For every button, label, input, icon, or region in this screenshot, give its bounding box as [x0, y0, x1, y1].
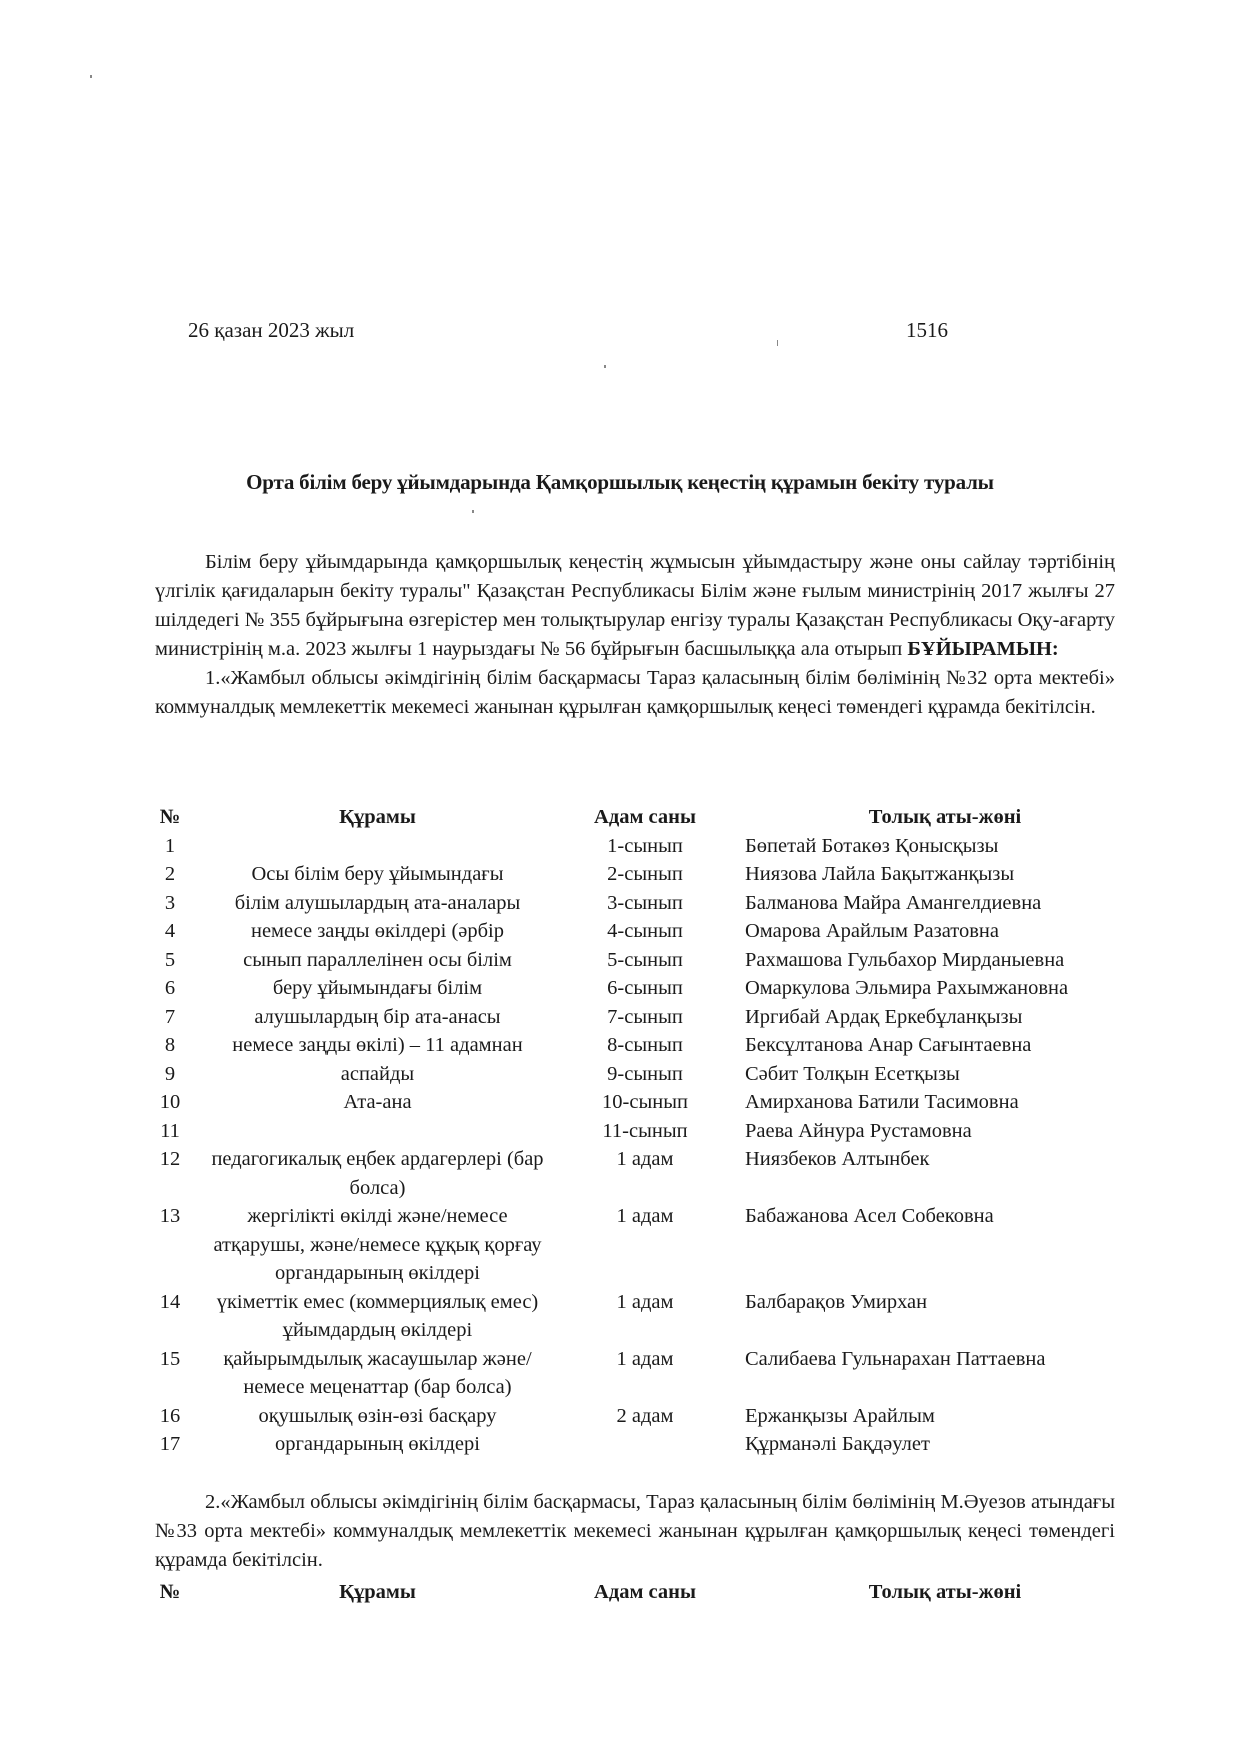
table-header-row — [140, 1578, 1145, 1607]
row-composition: қайырымдылық жасаушылар және/немесе меценаттар (бар болса) — [223, 1347, 532, 1398]
table-row — [140, 1345, 1145, 1402]
section2-text: 2.«Жамбыл облысы әкімдігінің білім басқармасы, Тараз қаласының білім бөлімінің М.Әуезов атындағы №33 орта мектебі» коммуналдық мемлекеттік мекемесі жанынан құрылған қамқоршылық кеңесі төмендегі құрамда бекітілсін. — [155, 1491, 1115, 1571]
row-count: 2 адам — [616, 1404, 674, 1427]
table-row — [140, 1060, 1145, 1089]
table-row — [140, 1430, 1145, 1459]
header-full-name: Толық аты-жөні — [868, 1581, 1022, 1603]
row-composition: органдарының өкілдері — [275, 1433, 480, 1455]
scan-speck — [604, 365, 606, 368]
row-name: Омарова Арайлым Разатовна — [745, 920, 999, 942]
scan-speck — [472, 510, 474, 513]
row-composition — [200, 1117, 555, 1146]
table-row — [140, 1003, 1145, 1032]
order-keyword: БҰЙЫРАМЫН: — [907, 638, 1059, 660]
row-num: 15 — [159, 1347, 181, 1370]
table-row — [140, 1088, 1145, 1117]
table-row — [140, 1402, 1145, 1431]
row-count: 2-сынып — [607, 863, 683, 885]
row-num: 8 — [164, 1034, 176, 1056]
row-name: Бексұлтанова Анар Сағынтаевна — [745, 1034, 1032, 1056]
row-composition: педагогикалық еңбек ардагерлері (бар болса) — [211, 1148, 544, 1199]
scan-speck — [90, 75, 92, 78]
row-name: Бөпетай Ботакөз Қонысқызы — [745, 834, 999, 857]
row-name: Ниязова Лайла Бақытжанқызы — [745, 863, 1015, 885]
row-num: 13 — [159, 1205, 181, 1227]
row-composition: немесе заңды өкілдері (әрбір — [250, 920, 504, 942]
row-composition: сынып параллелінен осы білім — [243, 948, 512, 971]
row-name: Рахмашова Гульбахор Мирданыевна — [745, 948, 1065, 971]
row-num: 10 — [159, 1091, 181, 1113]
section2 — [155, 1488, 1115, 1575]
council-table-2-header — [140, 1578, 1145, 1607]
row-name: Балманова Майра Амангелдиевна — [745, 891, 1042, 914]
row-num: 5 — [164, 948, 176, 971]
table-row — [140, 917, 1145, 946]
row-num: 6 — [164, 977, 176, 999]
row-composition: білім алушылардың ата-аналары — [234, 891, 521, 914]
header-composition: Құрамы — [339, 806, 416, 828]
row-name: Амирханова Батили Тасимовна — [745, 1091, 1019, 1113]
row-name: Раева Айнура Рустамовна — [745, 1119, 972, 1142]
row-count: 4-сынып — [607, 920, 683, 942]
order-number: 1516 — [906, 318, 948, 342]
scan-speck — [777, 340, 778, 346]
table-header-row — [140, 803, 1145, 832]
row-name: Сәбит Толқын Есетқызы — [745, 1062, 960, 1085]
table-row — [140, 860, 1145, 889]
section1-text: 1.«Жамбыл облысы әкімдігінің білім басқармасы Тараз қаласының білім бөлімінің №32 орта мектебі» коммуналдық мемлекеттік мекемесі жанынан құрылған қамқоршылық кеңесі төмендегі құрамда бекітілсін. — [155, 667, 1115, 718]
row-num: 17 — [159, 1433, 181, 1455]
row-count: 11-сынып — [602, 1119, 688, 1142]
table-row — [140, 974, 1145, 1003]
row-composition: оқушылық өзін-өзі басқару — [258, 1404, 497, 1427]
row-composition: аспайды — [340, 1062, 415, 1085]
preamble-text: Білім беру ұйымдарында қамқоршылық кеңестің жұмысын ұйымдастыру және оны сайлау тәртібінің үлгілік қағидаларын бекіту туралы" Қазақстан Республикасы Білім және ғылым министрінің 2017 жылғы 27 шілдедегі № 355 бұйрығына өзгерістер мен толықтырулар енгізу туралы Қазақстан Республикасы Оқу-ағарту министрінің м.а. 2023 жылғы 1 наурыздағы № 56 бұйрығын басшылыққа ала отырып — [155, 551, 1115, 660]
row-name: Иргибай Ардақ Еркебұланқызы — [745, 1005, 1023, 1028]
row-count — [555, 1430, 735, 1459]
row-composition — [200, 832, 555, 861]
row-count: 7-сынып — [607, 1005, 683, 1028]
table-row — [140, 1288, 1145, 1345]
header-composition: Құрамы — [339, 1581, 416, 1603]
row-name: Ниязбеков Алтынбек — [745, 1148, 930, 1170]
table-row — [140, 889, 1145, 918]
row-num: 14 — [159, 1290, 181, 1313]
row-composition: үкіметтік емес (коммерциялық емес) ұйымдардың өкілдері — [216, 1290, 539, 1341]
row-count: 1 адам — [616, 1148, 674, 1170]
row-composition: жергілікті өкілді және/немесе атқарушы, және/немесе құқық қорғау органдарының өкілдері — [213, 1205, 542, 1284]
row-count: 5-сынып — [607, 948, 683, 971]
document-date: 26 қазан 2023 жыл — [188, 318, 355, 342]
table-row — [140, 1145, 1145, 1202]
header-num: № — [159, 806, 181, 828]
row-name: Балбарақов Умирхан — [745, 1290, 928, 1313]
row-count: 10-сынып — [602, 1091, 688, 1113]
council-table-1 — [140, 803, 1145, 1459]
row-num: 9 — [164, 1062, 176, 1085]
row-num: 3 — [164, 891, 176, 914]
row-composition: немесе заңды өкілі) – 11 адамнан — [232, 1034, 523, 1056]
row-count: 1 адам — [616, 1205, 674, 1227]
row-count: 8-сынып — [607, 1034, 683, 1056]
row-composition: Осы білім беру ұйымындағы — [251, 863, 504, 885]
row-count: 1 адам — [616, 1290, 674, 1313]
row-composition: алушылардың бір ата-анасы — [254, 1005, 501, 1028]
row-num: 11 — [160, 1119, 180, 1142]
preamble — [155, 548, 1115, 722]
header-count: Адам саны — [594, 1581, 696, 1603]
row-name: Бабажанова Асел Собековна — [745, 1205, 994, 1227]
header-count: Адам саны — [594, 806, 696, 828]
document-title: Орта білім беру ұйымдарында Қамқоршылық кеңестің құрамын бекіту туралы — [246, 470, 994, 494]
table-row — [140, 946, 1145, 975]
row-num: 12 — [159, 1148, 181, 1170]
row-composition: Ата-ана — [343, 1091, 412, 1113]
row-name: Салибаева Гульнарахан Паттаевна — [745, 1347, 1046, 1370]
row-count: 9-сынып — [607, 1062, 683, 1085]
header-num: № — [159, 1581, 181, 1603]
row-name: Омаркулова Эльмира Рахымжановна — [745, 977, 1069, 999]
row-count: 1 адам — [616, 1347, 674, 1370]
row-count: 3-сынып — [607, 891, 683, 914]
row-num: 2 — [164, 863, 176, 885]
row-name: Ержанқызы Арайлым — [745, 1404, 935, 1427]
header-full-name: Толық аты-жөні — [868, 806, 1022, 828]
row-num: 4 — [164, 920, 176, 942]
row-num: 16 — [159, 1404, 181, 1427]
table-row — [140, 1031, 1145, 1060]
row-num: 7 — [164, 1005, 176, 1028]
row-composition: беру ұйымындағы білім — [272, 977, 483, 999]
row-count: 6-сынып — [607, 977, 683, 999]
row-name: Құрманәлі Бақдәулет — [745, 1433, 930, 1455]
table-row — [140, 1202, 1145, 1288]
table-row — [140, 832, 1145, 861]
row-count: 1-сынып — [607, 834, 683, 857]
table-row — [140, 1117, 1145, 1146]
row-num: 1 — [164, 834, 176, 857]
